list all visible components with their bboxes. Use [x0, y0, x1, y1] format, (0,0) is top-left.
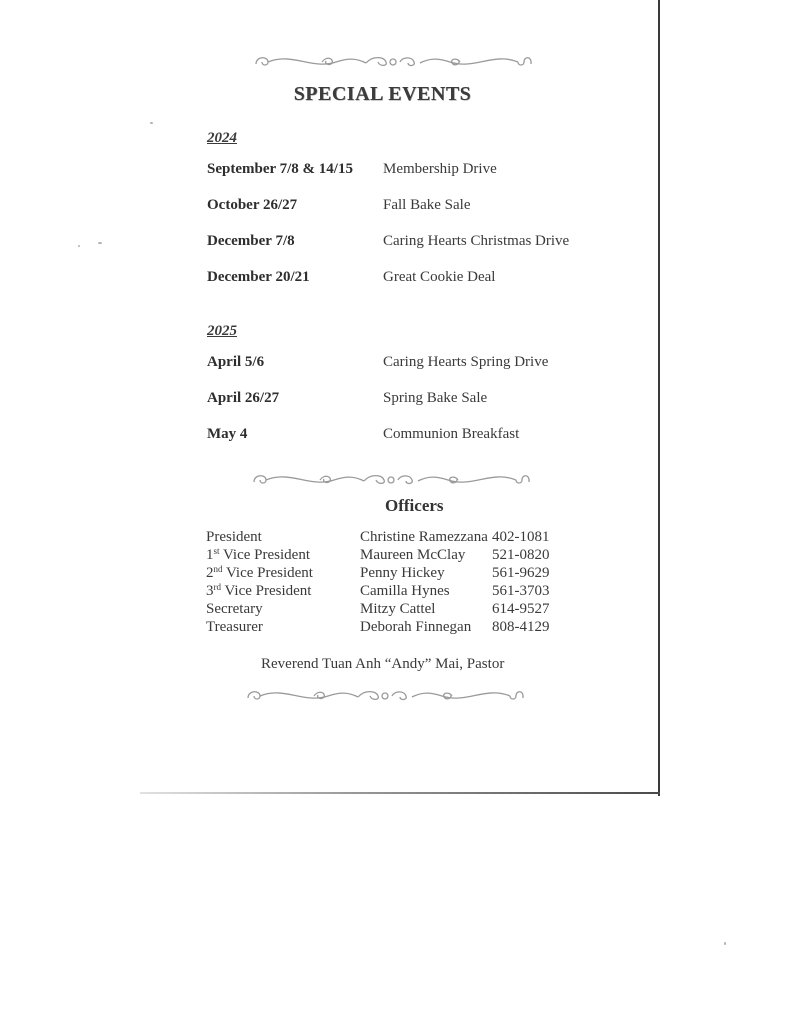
event-date: April 5/6 [207, 354, 265, 370]
event-name: Spring Bake Sale [383, 390, 488, 406]
scan-speck [78, 245, 80, 247]
officer-phone: 614-9527 [492, 601, 550, 617]
event-date: October 26/27 [207, 197, 298, 213]
pastor-line: Reverend Tuan Anh “Andy” Mai, Pastor [261, 656, 505, 672]
officer-name: Penny Hickey [360, 565, 445, 581]
officer-role: 1st Vice President [206, 546, 310, 563]
event-name: Caring Hearts Spring Drive [383, 354, 549, 370]
officer-name: Mitzy Cattel [360, 601, 436, 617]
event-date: April 26/27 [207, 390, 280, 406]
officer-name: Christine Ramezzana [360, 529, 488, 545]
ornament-divider [252, 50, 534, 74]
officer-name: Deborah Finnegan [360, 619, 472, 635]
scan-speck [150, 122, 153, 124]
officer-name: Maureen McClay [360, 547, 466, 563]
event-name: Great Cookie Deal [383, 269, 496, 285]
scan-speck [724, 942, 726, 945]
event-date: December 20/21 [207, 269, 310, 285]
year-heading: 2025 [207, 323, 237, 339]
officer-phone: 808-4129 [492, 619, 550, 635]
ornament-divider [244, 684, 526, 708]
event-date: December 7/8 [207, 233, 295, 249]
page-title: SPECIAL EVENTS [293, 83, 472, 105]
officer-phone: 561-9629 [492, 565, 550, 581]
page-edge [658, 0, 660, 796]
officer-role: 3rd Vice President [206, 582, 312, 599]
officer-role: President [206, 529, 262, 545]
officer-role: Treasurer [206, 619, 263, 635]
event-name: Membership Drive [383, 161, 497, 177]
event-date: May 4 [207, 426, 248, 442]
officer-phone: 402-1081 [492, 529, 550, 545]
officer-phone: 561-3703 [492, 583, 550, 599]
ornament-divider [250, 468, 532, 492]
event-date: September 7/8 & 14/15 [207, 161, 353, 177]
scan-speck [98, 242, 102, 244]
event-name: Caring Hearts Christmas Drive [383, 233, 570, 249]
officer-role: Secretary [206, 601, 263, 617]
officer-role: 2nd Vice President [206, 564, 313, 581]
event-name: Communion Breakfast [383, 426, 520, 442]
officer-phone: 521-0820 [492, 547, 550, 563]
officer-name: Camilla Hynes [360, 583, 450, 599]
officers-heading: Officers [385, 496, 444, 515]
event-name: Fall Bake Sale [383, 197, 471, 213]
year-heading: 2024 [207, 130, 237, 146]
page-edge [140, 792, 660, 794]
